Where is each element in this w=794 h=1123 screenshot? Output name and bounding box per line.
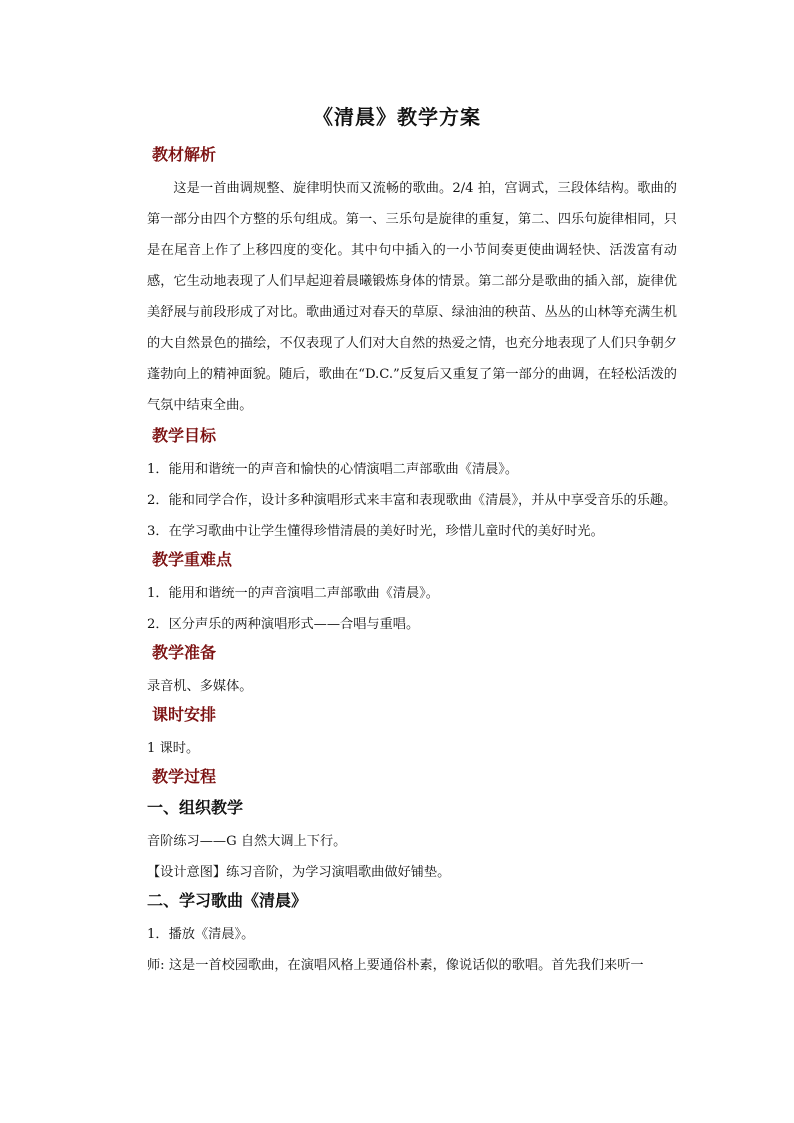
heading-goals: 教学目标 xyxy=(152,426,217,445)
key-point-item-1: 1．能用和谐统一的声音演唱二声部歌曲《清晨》。 xyxy=(147,586,439,601)
document-title: 《清晨》教学方案 xyxy=(313,105,481,129)
heading-key-points: 教学重难点 xyxy=(152,550,233,569)
process-part2-line2: 师: 这是一首校园歌曲，在演唱风格上要通俗朴素，像说话似的歌唱。首先我们来听一 xyxy=(147,958,644,973)
heading-preparation: 教学准备 xyxy=(152,643,217,662)
schedule-text: 1 课时。 xyxy=(147,741,200,756)
process-part2-line1: 1．播放《清晨》。 xyxy=(147,927,255,942)
analysis-paragraph: 这是一首曲调规整、旋律明快而又流畅的歌曲。2/4 拍，宫调式，三段体结构。歌曲的第一部分由四个方整的乐句组成。第一、三乐句是旋律的重复，第二、四乐句旋律相同，只是在尾音上作了上移四度的变化。其中句中插入的一小节间奏更使曲调轻快、活泼富有动感，它生动地表现了人们早起迎着晨曦锻炼身体的情景。第二部分是歌曲的插入部，旋律优美舒展与前段形成了对比。歌曲通过对春天的草原、绿油油的秧苗、丛丛的山林等充满生机的大自然景色的描绘，不仅表现了人们对大自然的热爱之情，也充分地表现了人们只争朝夕蓬勃向上的精神面貌。随后，歌曲在“D.C.”反复后又重复了第一部分的曲调，在轻松活泼的气氛中结束全曲。 xyxy=(147,181,677,413)
preparation-text: 录音机、多媒体。 xyxy=(147,679,253,694)
process-part1-line2: 【设计意图】练习音阶，为学习演唱歌曲做好铺垫。 xyxy=(147,865,451,880)
process-part1-line1: 音阶练习——G 自然大调上下行。 xyxy=(147,834,347,849)
goal-item-1: 1．能用和谐统一的声音和愉快的心情演唱二声部歌曲《清晨》。 xyxy=(147,462,519,477)
goal-item-2: 2．能和同学合作，设计多种演唱形式来丰富和表现歌曲《清晨》，并从中享受音乐的乐趣。 xyxy=(147,493,677,508)
heading-analysis: 教材解析 xyxy=(152,145,217,164)
heading-process-part2: 二、学习歌曲《清晨》 xyxy=(147,891,308,910)
heading-process-part1: 一、组织教学 xyxy=(147,798,244,817)
goal-item-3: 3．在学习歌曲中让学生懂得珍惜清晨的美好时光，珍惜儿童时代的美好时光。 xyxy=(147,524,604,539)
document-body xyxy=(147,142,677,981)
key-point-item-2: 2．区分声乐的两种演唱形式——合唱与重唱。 xyxy=(147,617,420,632)
heading-process: 教学过程 xyxy=(152,767,217,786)
heading-schedule: 课时安排 xyxy=(152,705,217,724)
